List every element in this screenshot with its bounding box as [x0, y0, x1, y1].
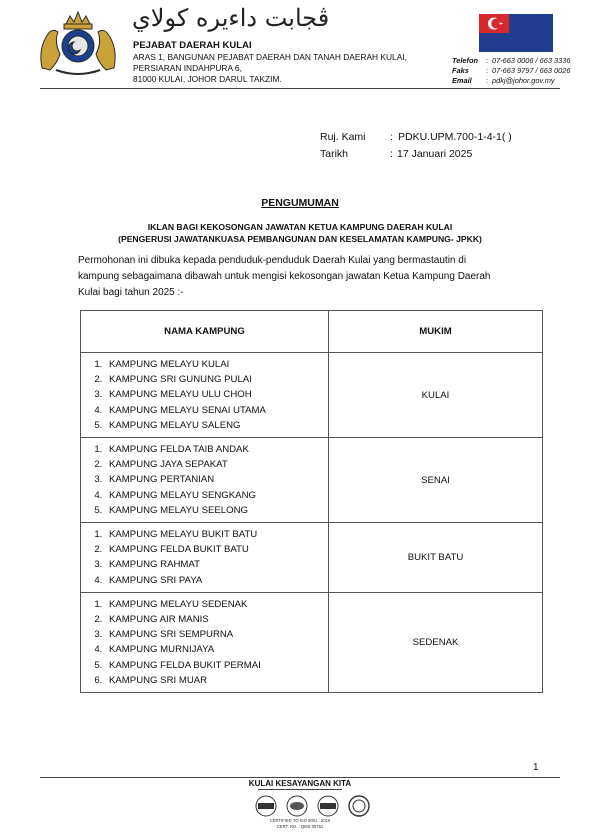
- village-list-cell: [81, 438, 329, 523]
- village-name: 2. KAMPUNG SRI GUNUNG PULAI: [105, 372, 328, 387]
- tarikh-value: 17 Januari 2025: [397, 148, 473, 160]
- motto-underline: [258, 789, 342, 790]
- table-row: [81, 353, 543, 438]
- johor-flag: [479, 14, 553, 52]
- contact-phone: Telefon : 07-663 0006 / 663 3336: [452, 56, 571, 65]
- village-name: 5. KAMPUNG FELDA BUKIT PERMAI: [105, 658, 328, 673]
- village-name: 3. KAMPUNG PERTANIAN: [105, 472, 328, 487]
- village-list-cell: [81, 523, 329, 593]
- announcement-subtitle-2: (PENGERUSI JAWATANKUASA PEMBANGUNAN DAN KESELAMATAN KAMPUNG- JPKK): [118, 234, 482, 244]
- johor-crest-logo: [34, 8, 122, 78]
- page-number: 1: [533, 762, 539, 773]
- address-line-3: 81000 KULAI, JOHOR DARUL TAKZIM.: [133, 74, 282, 84]
- col-header-kampung: NAMA KAMPUNG: [81, 311, 329, 353]
- cert-line-1: CERTIFIED TO ISO 9001 : 2015: [269, 818, 331, 823]
- village-name: 5. KAMPUNG MELAYU SEELONG: [105, 503, 328, 518]
- village-list: [85, 527, 328, 588]
- village-name: 1. KAMPUNG MELAYU SEDENAK: [105, 597, 328, 612]
- paragraph-line-2: kampung sebagaimana dibawah untuk mengisi kekosongan jawatan Ketua Kampung Daerah: [78, 271, 491, 282]
- table-row: [81, 523, 543, 593]
- address-line-2: PERSIARAN INDAHPURA 6,: [133, 63, 242, 73]
- address-line-1: ARAS 1, BANGUNAN PEJABAT DAERAH DAN TANAH DAERAH KULAI,: [133, 52, 407, 62]
- tarikh-label: Tarikh: [320, 148, 349, 160]
- village-name: 1. KAMPUNG MELAYU KULAI: [105, 357, 328, 372]
- ruj-value: PDKU.UPM.700-1-4-1( ): [398, 131, 512, 143]
- announcement-title: PENGUMUMAN: [261, 197, 339, 209]
- paragraph-line-3: Kulai bagi tahun 2025 :-: [78, 287, 184, 298]
- col-header-mukim: MUKIM: [329, 311, 543, 353]
- village-list: [85, 357, 328, 433]
- office-name: PEJABAT DAERAH KULAI: [133, 40, 252, 51]
- village-name: 4. KAMPUNG MELAYU SENAI UTAMA: [105, 403, 328, 418]
- cert-line-2: CERT. NO. : QMS 00761: [276, 824, 324, 829]
- village-name: 3. KAMPUNG MELAYU ULU CHOH: [105, 387, 328, 402]
- village-name: 5. KAMPUNG MELAYU SALENG: [105, 418, 328, 433]
- jawi-office-title: ڤجابت داءيره كولاي: [132, 4, 330, 32]
- ruj-label: Ruj. Kami: [320, 131, 366, 143]
- iso-seal-icon: [348, 795, 370, 817]
- mukim-name: KULAI: [329, 353, 543, 438]
- contact-email: Email : pdkj@johor.gov.my: [452, 76, 555, 85]
- village-list-cell: [81, 353, 329, 438]
- village-name: 2. KAMPUNG AIR MANIS: [105, 612, 328, 627]
- village-name: 4. KAMPUNG MURNIJAYA: [105, 642, 328, 657]
- table-row: [81, 592, 543, 692]
- village-name: 1. KAMPUNG MELAYU BUKIT BATU: [105, 527, 328, 542]
- contact-fax: Faks : 07-663 9797 / 663 0026: [452, 66, 571, 75]
- announcement-subtitle-1: IKLAN BAGI KEKOSONGAN JAWATAN KETUA KAMPUNG DAERAH KULAI: [147, 222, 453, 232]
- village-name: 2. KAMPUNG FELDA BUKIT BATU: [105, 542, 328, 557]
- table-header-row: [81, 311, 543, 353]
- mukim-name: SEDENAK: [329, 592, 543, 692]
- header-divider: [40, 88, 560, 89]
- table-row: [81, 438, 543, 523]
- village-name: 2. KAMPUNG JAYA SEPAKAT: [105, 457, 328, 472]
- footer-motto: KULAI KESAYANGAN KITA: [248, 779, 352, 788]
- village-name: 4. KAMPUNG SRI PAYA: [105, 573, 328, 588]
- village-name: 3. KAMPUNG RAHMAT: [105, 557, 328, 572]
- quality-system-badge-icon: [255, 795, 277, 817]
- paragraph-line-1: Permohonan ini dibuka kepada penduduk-penduduk Daerah Kulai yang bermastautin di: [78, 255, 467, 266]
- tarikh-colon: :: [390, 148, 393, 160]
- village-list: [85, 597, 328, 688]
- mukim-name: SENAI: [329, 438, 543, 523]
- village-name: 1. KAMPUNG FELDA TAIB ANDAK: [105, 442, 328, 457]
- quality-system-badge-icon: [317, 795, 339, 817]
- footer-divider: [40, 777, 560, 778]
- village-table: [80, 310, 543, 693]
- village-list-cell: [81, 592, 329, 692]
- village-name: 6. KAMPUNG SRI MUAR: [105, 673, 328, 688]
- certification-mark-icon: [286, 795, 308, 817]
- village-list: [85, 442, 328, 518]
- village-name: 4. KAMPUNG MELAYU SENGKANG: [105, 488, 328, 503]
- ruj-colon: :: [390, 131, 393, 143]
- village-name: 3. KAMPUNG SRI SEMPURNA: [105, 627, 328, 642]
- mukim-name: BUKIT BATU: [329, 523, 543, 593]
